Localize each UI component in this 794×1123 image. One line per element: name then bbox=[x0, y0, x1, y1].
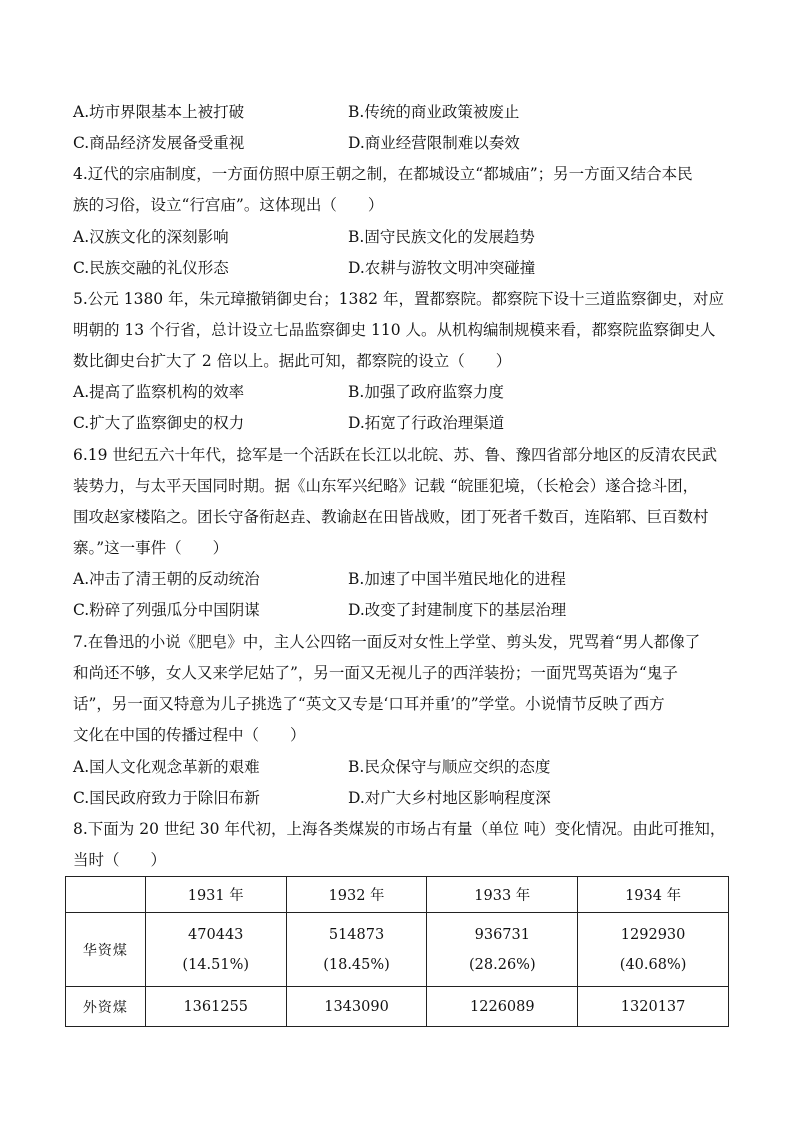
q6-stem-line-2: 装势力，与太平天国同时期。据《山东军兴纪略》记载 “皖匪犯境，（长枪会）遂合捻斗团， bbox=[73, 477, 699, 495]
table-row bbox=[66, 987, 729, 1027]
q6-option-d[interactable]: D.改变了封建制度下的基层治理 bbox=[348, 601, 567, 619]
table-row bbox=[66, 913, 729, 987]
q5-option-c[interactable]: C.扩大了监察御史的权力 bbox=[73, 414, 245, 432]
q7-stem-line-3: 话”，另一面又特意为儿子挑选了“英文又专是‘口耳并重’的”学堂。小说情节反映了西方 bbox=[73, 695, 665, 713]
q7-option-a[interactable]: A.国人文化观念革新的艰难 bbox=[73, 758, 260, 776]
cell-value: 470443 bbox=[188, 926, 244, 943]
cell-value: 936731 bbox=[474, 926, 530, 943]
q6-option-b[interactable]: B.加速了中国半殖民地化的进程 bbox=[348, 570, 566, 588]
cell-value: 514873 bbox=[328, 926, 385, 943]
q7-option-d[interactable]: D.对广大乡村地区影响程度深 bbox=[348, 789, 551, 807]
q8-stem-line-1: 8.下面为 20 世纪 30 年代初，上海各类煤炭的市场占有量（单位 吨）变化情况。由此可推知， bbox=[73, 820, 726, 838]
cell-share: (14.51%) bbox=[182, 956, 250, 973]
cell-share: (40.68%) bbox=[619, 956, 687, 973]
row-label-chinese-coal: 华资煤 bbox=[66, 913, 146, 987]
q5-stem-line-2: 明朝的 13 个行省，总计设立七品监察御史 110 人。从机构编制规模来看，都察院监察御史人 bbox=[73, 321, 716, 339]
q7-stem-line-1: 7.在鲁迅的小说《肥皂》中，主人公四铭一面反对女性上学堂、剪头发，咒骂着“男人都像了 bbox=[73, 633, 701, 651]
q5-option-a[interactable]: A.提高了监察机构的效率 bbox=[73, 383, 245, 401]
q3-option-b[interactable]: B.传统的商业政策被废止 bbox=[348, 103, 520, 121]
q4-option-a[interactable]: A.汉族文化的深刻影响 bbox=[73, 228, 229, 246]
q6-stem-line-1: 6.19 世纪五六十年代，捻军是一个活跃在长江以北皖、苏、鲁、豫四省部分地区的反清农民武 bbox=[73, 446, 717, 464]
table-header-1931: 1931 年 bbox=[145, 877, 286, 913]
table-cell bbox=[145, 913, 286, 987]
q6-stem-line-4: 寨。”这一事件（ ） bbox=[73, 539, 229, 557]
row-label-foreign-coal: 外资煤 bbox=[66, 987, 146, 1027]
q7-stem-line-2: 和尚还不够，女人又来学尼姑了”，另一面又无视儿子的西洋装扮；一面咒骂英语为“鬼子 bbox=[73, 664, 678, 682]
q3-option-c[interactable]: C.商品经济发展备受重视 bbox=[73, 134, 245, 152]
q5-stem-line-3: 数比御史台扩大了 2 倍以上。据此可知，都察院的设立（ ） bbox=[73, 352, 512, 370]
cell-value: 1226089 bbox=[427, 987, 578, 1027]
q7-option-c[interactable]: C.国民政府致力于除旧布新 bbox=[73, 789, 260, 807]
q4-option-b[interactable]: B.固守民族文化的发展趋势 bbox=[348, 228, 535, 246]
cell-share: (28.26%) bbox=[469, 956, 536, 973]
cell-value: 1343090 bbox=[286, 987, 427, 1027]
table-header-1934: 1934 年 bbox=[578, 877, 729, 913]
table-header-1932: 1932 年 bbox=[286, 877, 427, 913]
q8-stem-line-2: 当时（ ） bbox=[73, 851, 167, 869]
table-cell bbox=[286, 913, 427, 987]
coal-market-table bbox=[65, 876, 729, 1027]
cell-value: 1320137 bbox=[578, 987, 729, 1027]
q3-option-d[interactable]: D.商业经营限制难以奏效 bbox=[348, 134, 520, 152]
q4-stem-line-1: 4.辽代的宗庙制度，一方面仿照中原王朝之制，在都城设立“都城庙”；另一方面又结合本民 bbox=[73, 165, 693, 183]
q6-option-c[interactable]: C.粉碎了列强瓜分中国阴谋 bbox=[73, 601, 260, 619]
cell-value: 1292930 bbox=[620, 926, 686, 943]
q7-stem-line-4: 文化在中国的传播过程中（ ） bbox=[73, 726, 306, 744]
q5-option-b[interactable]: B.加强了政府监察力度 bbox=[348, 383, 504, 401]
table-header-row bbox=[66, 877, 729, 913]
q3-option-a[interactable]: A.坊市界限基本上被打破 bbox=[73, 103, 245, 121]
cell-share: (18.45%) bbox=[323, 956, 390, 973]
table-cell bbox=[427, 913, 578, 987]
q4-option-c[interactable]: C.民族交融的礼仪形态 bbox=[73, 259, 229, 277]
table-header-1933: 1933 年 bbox=[427, 877, 578, 913]
q7-option-b[interactable]: B.民众保守与顺应交织的态度 bbox=[348, 758, 551, 776]
q5-stem-line-1: 5.公元 1380 年，朱元璋撤销御史台；1382 年，置都察院。都察院下设十三道监察御史，对应 bbox=[73, 290, 724, 308]
q5-option-d[interactable]: D.拓宽了行政治理渠道 bbox=[348, 414, 505, 432]
q4-option-d[interactable]: D.农耕与游牧文明冲突碰撞 bbox=[348, 259, 536, 277]
q6-option-a[interactable]: A.冲击了清王朝的反动统治 bbox=[73, 570, 260, 588]
table-cell bbox=[578, 913, 729, 987]
q6-stem-line-3: 围攻赵家楼陷之。团长守备衔赵垚、教谕赵在田皆战败，团丁死者千数百，连陷郓、巨百数村 bbox=[73, 508, 709, 526]
q4-stem-line-2: 族的习俗，设立“行宫庙”。这体现出（ ） bbox=[73, 196, 384, 214]
cell-value: 1361255 bbox=[145, 987, 286, 1027]
table-corner-cell bbox=[66, 877, 146, 913]
